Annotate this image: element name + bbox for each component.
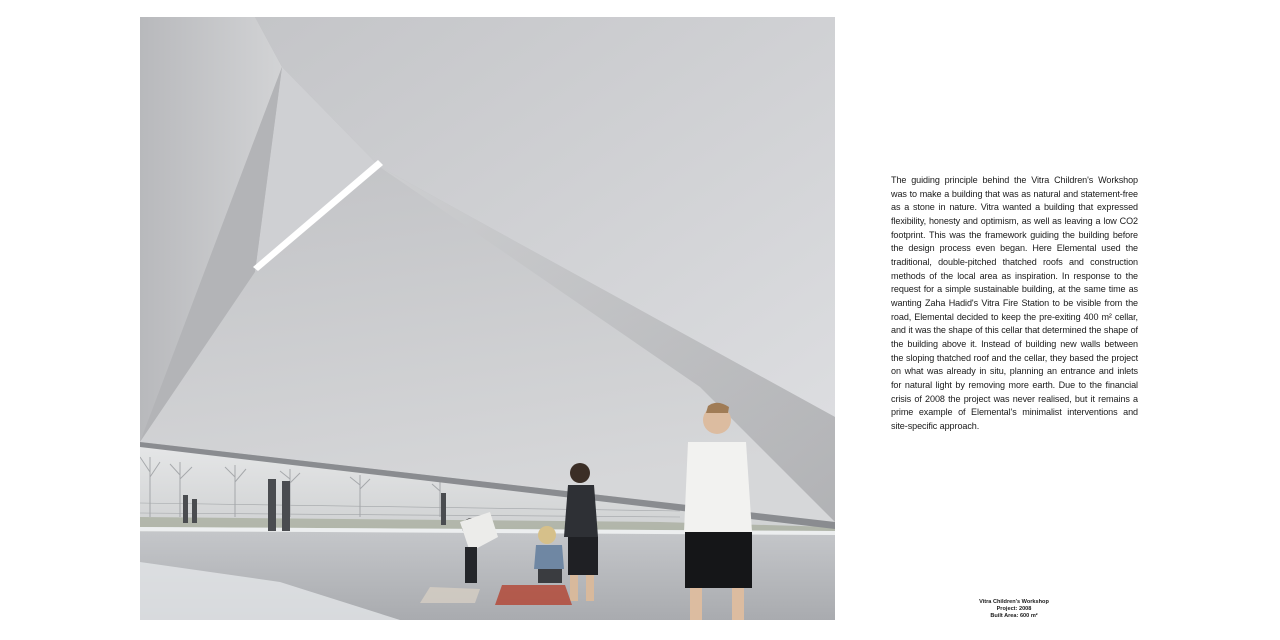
caption-project-year: Project: 2008	[996, 606, 1032, 612]
floor-artwork-paper	[420, 587, 480, 603]
caption-built-area: Built Area: 600 m²	[990, 613, 1038, 619]
article-body-text: The guiding principle behind the Vitra Children's Workshop was to make a building that was as natural and statement-free as a stone in nature. Vitra wanted a building that expressed flexibility, honesty and optimism, as well as leaving a low CO2 footprint. This was the framework guiding the building before the design process even began. Here Elemental used the traditional, double-pitched thatched roofs and construction methods of the local area as inspiration. In response to the request for a simple sustainable building, at the same time as wanting Zaha Hadid's Vitra Fire Station to be visible from the road, Elemental decided to keep the pre-exiting 400 m² cellar, and it was the shape of this cellar that determined the shape of the building above it. Instead of building new walls between the sloping thatched roof and the cellar, they based the project on what was already in situ, planning an entrance and inlets for natural light by removing more earth. Due to the financial crisis of 2008 the project was never realised, but it remains a prime example of Elemental's minimalist interventions and site-specific approach.	[891, 175, 1138, 431]
render-illustration	[140, 17, 835, 620]
caption-title: Vitra Children's Workshop	[979, 599, 1049, 605]
floor-artwork-red	[495, 585, 572, 605]
project-caption	[934, 599, 1094, 620]
architecture-photo	[140, 17, 835, 620]
